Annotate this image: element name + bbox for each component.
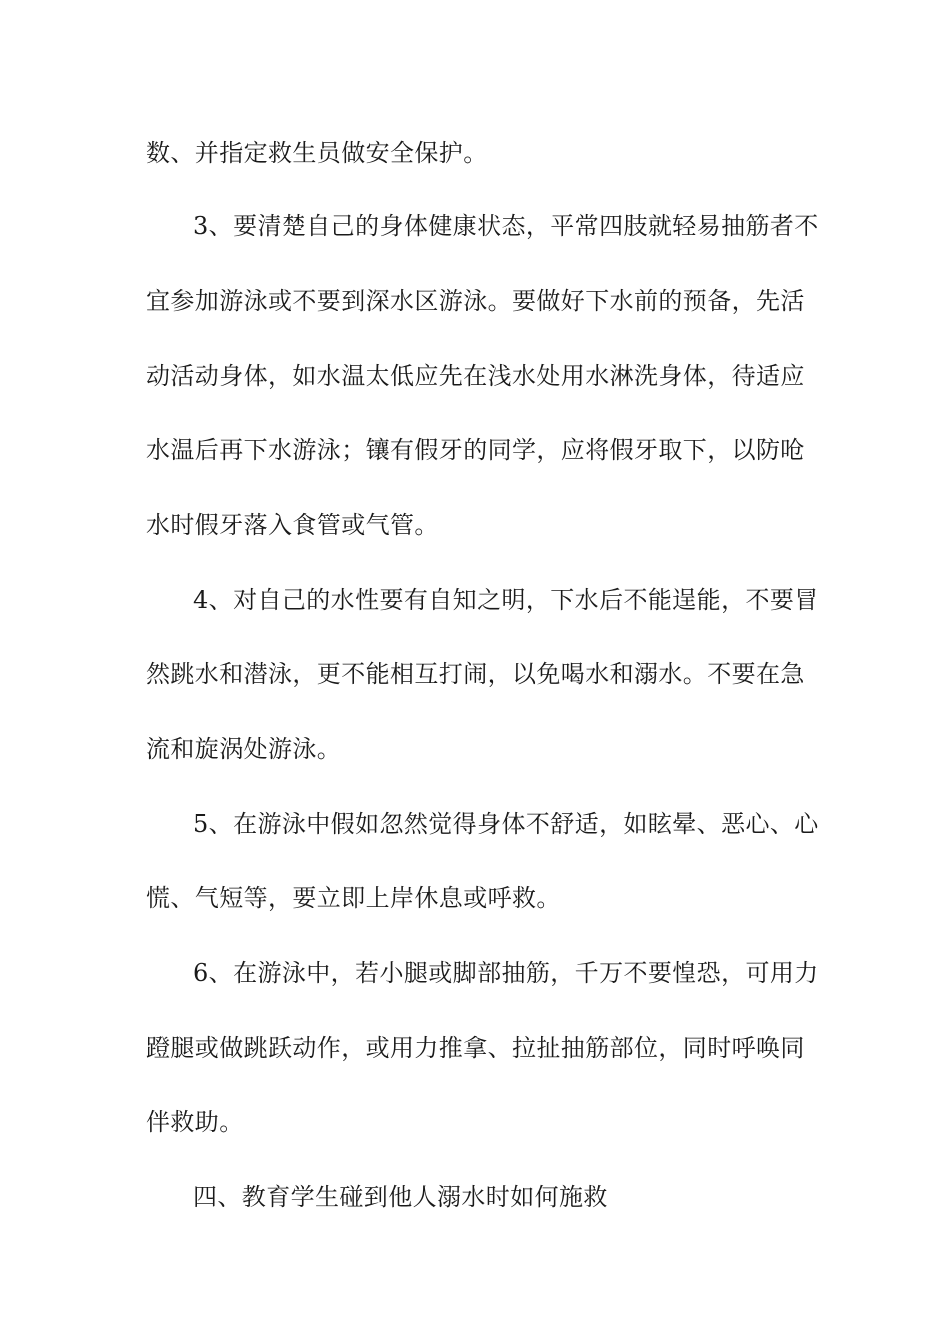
item-5-line-1: 5、在游泳中假如忽然觉得身体不舒适，如眩晕、恶心、心 <box>193 810 819 838</box>
item-5-line-2: 慌、气短等，要立即上岸休息或呼救。 <box>146 884 561 912</box>
item-6-line-2: 蹬腿或做跳跃动作，或用力推拿、拉扯抽筋部位，同时呼唤同 <box>146 1034 805 1062</box>
item-3-line-3: 动活动身体，如水温太低应先在浅水处用水淋洗身体，待适应 <box>146 362 805 390</box>
text-line-1: 数、并指定救生员做安全保护。 <box>146 139 488 167</box>
item-4-line-3: 流和旋涡处游泳。 <box>146 735 342 763</box>
item-6-line-3: 伴救助。 <box>146 1108 244 1136</box>
item-6-line-1: 6、在游泳中，若小腿或脚部抽筋，千万不要惶恐，可用力 <box>193 959 819 987</box>
section-heading: 四、教育学生碰到他人溺水时如何施救 <box>193 1183 608 1211</box>
item-3-line-2: 宜参加游泳或不要到深水区游泳。要做好下水前的预备，先活 <box>146 287 805 315</box>
item-3-line-4: 水温后再下水游泳；镶有假牙的同学，应将假牙取下，以防呛 <box>146 436 805 464</box>
item-3-line-5: 水时假牙落入食管或气管。 <box>146 511 439 539</box>
item-4-line-2: 然跳水和潜泳，更不能相互打闹，以免喝水和溺水。不要在急 <box>146 660 805 688</box>
item-3-line-1: 3、要清楚自己的身体健康状态，平常四肢就轻易抽筋者不 <box>193 212 819 240</box>
item-4-line-1: 4、对自己的水性要有自知之明，下水后不能逞能，不要冒 <box>193 586 819 614</box>
